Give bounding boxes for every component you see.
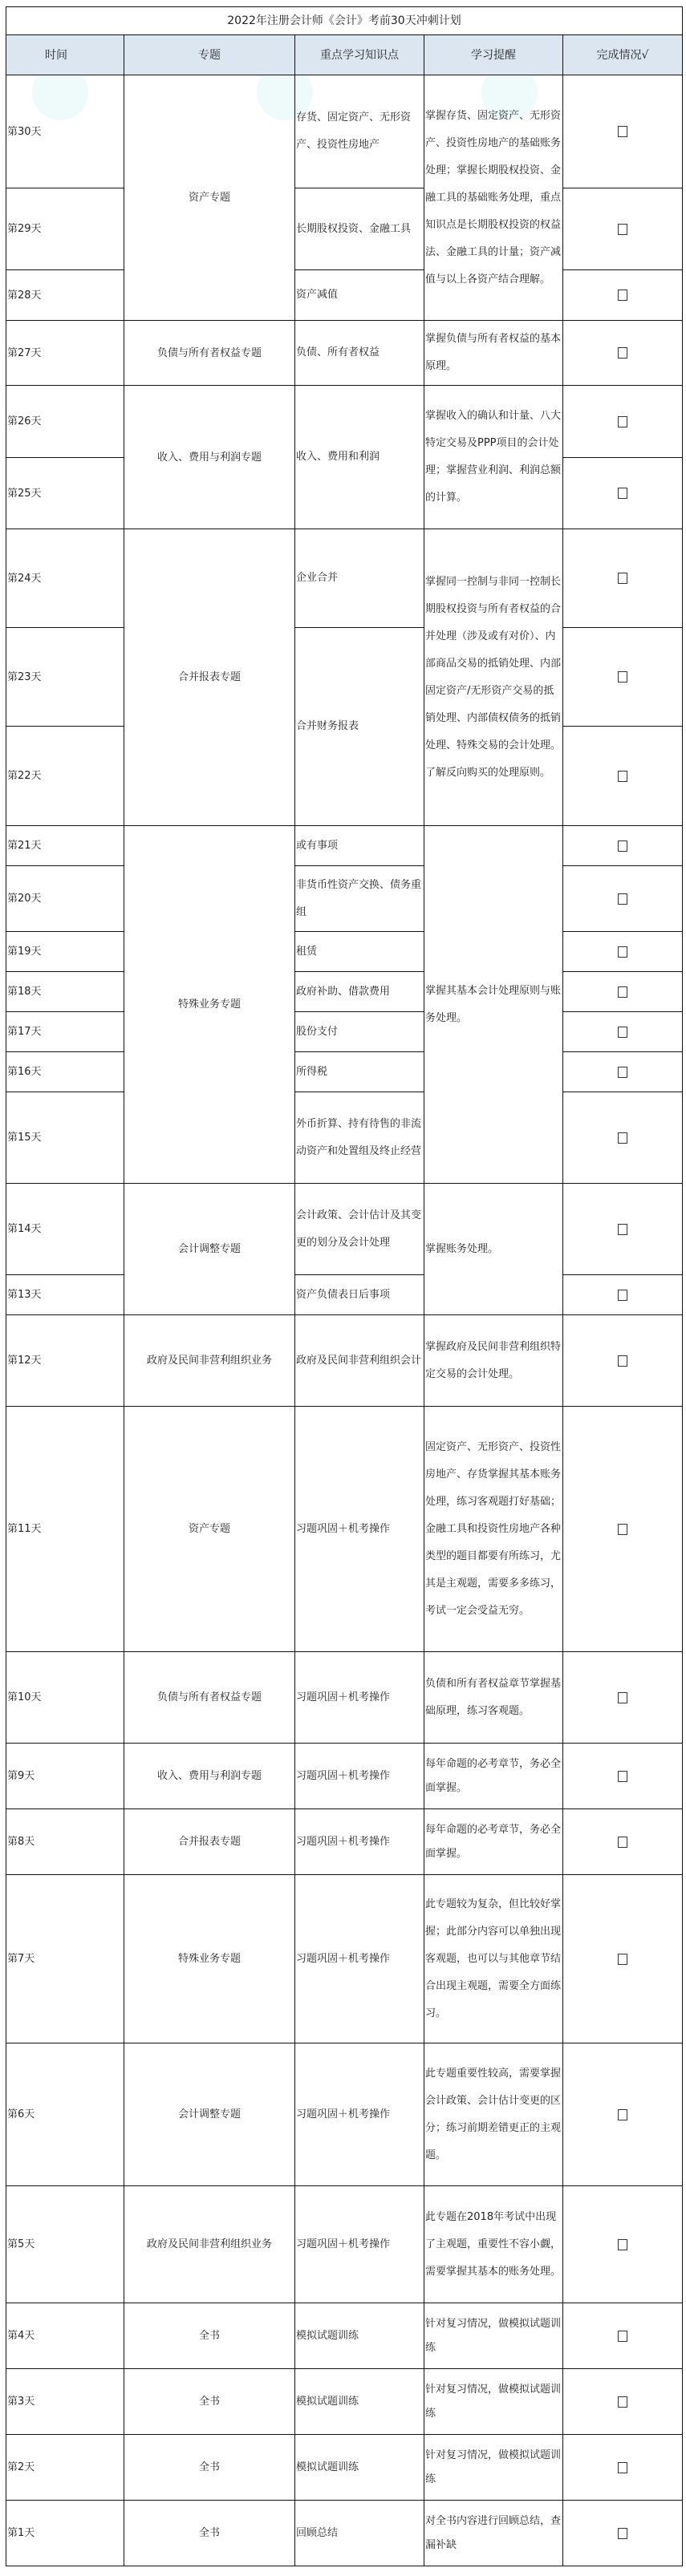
done-cell[interactable] <box>563 932 683 972</box>
header-done: 完成情况√ <box>563 35 683 75</box>
table-row <box>6 1315 683 1407</box>
table-row <box>6 1652 683 1744</box>
checkbox[interactable] <box>618 573 627 584</box>
checkbox[interactable] <box>618 1224 627 1235</box>
topic-cell: 负债与所有者权益专题 <box>124 1652 295 1744</box>
day-cell: 第19天 <box>6 932 124 972</box>
done-cell[interactable] <box>563 2043 683 2186</box>
topic-cell: 资产专题 <box>124 1407 295 1652</box>
done-cell[interactable] <box>563 727 683 826</box>
day-cell: 第1天 <box>6 2501 124 2566</box>
header-time: 时间 <box>6 35 124 75</box>
day-cell: 第11天 <box>6 1407 124 1652</box>
tip-cell: 负债和所有者权益章节掌握基础原理，练习客观题。 <box>424 1652 563 1744</box>
point-cell: 习题巩固＋机考操作 <box>295 2186 424 2303</box>
table-row <box>6 1809 683 1875</box>
done-cell[interactable] <box>563 826 683 866</box>
day-cell: 第7天 <box>6 1875 124 2043</box>
point-cell: 资产减值 <box>295 270 424 321</box>
table-row <box>6 972 683 1012</box>
table-row <box>6 866 683 932</box>
done-cell[interactable] <box>563 1407 683 1652</box>
checkbox[interactable] <box>618 488 627 499</box>
done-cell[interactable] <box>563 1012 683 1052</box>
table-row <box>6 628 683 727</box>
table-row <box>6 1012 683 1052</box>
point-cell: 资产负债表日后事项 <box>295 1275 424 1315</box>
table-row <box>6 1875 683 2043</box>
checkbox[interactable] <box>618 2239 627 2250</box>
table-row <box>6 932 683 972</box>
checkbox[interactable] <box>618 1524 627 1535</box>
table-row <box>6 2043 683 2186</box>
checkbox[interactable] <box>618 946 627 958</box>
day-cell: 第16天 <box>6 1052 124 1092</box>
checkbox[interactable] <box>618 1954 627 1965</box>
topic-cell: 收入、费用与利润专题 <box>124 386 295 529</box>
point-cell: 非货币性资产交换、债务重组 <box>295 866 424 932</box>
checkbox[interactable] <box>618 771 627 782</box>
checkbox[interactable] <box>618 986 627 998</box>
point-cell: 负债、所有者权益 <box>295 321 424 386</box>
tip-cell: 此专题在2018年考试中出现了主观题，重要性不容小觑，需要掌握其基本的账务处理。 <box>424 2186 563 2303</box>
table-row <box>6 2435 683 2501</box>
day-cell: 第30天 <box>6 75 124 188</box>
point-cell: 租赁 <box>295 932 424 972</box>
done-cell[interactable] <box>563 1092 683 1184</box>
point-cell: 政府及民间非营利组织会计 <box>295 1315 424 1407</box>
topic-cell: 特殊业务专题 <box>124 826 295 1184</box>
done-cell[interactable] <box>563 1744 683 1809</box>
done-cell[interactable] <box>563 628 683 727</box>
point-cell: 模拟试题训练 <box>295 2303 424 2369</box>
point-cell: 回顾总结 <box>295 2501 424 2566</box>
done-cell[interactable] <box>563 2435 683 2501</box>
header-points: 重点学习知识点 <box>295 35 424 75</box>
checkbox[interactable] <box>618 2396 627 2408</box>
done-cell[interactable] <box>563 972 683 1012</box>
tip-cell: 掌握负债与所有者权益的基本原理。 <box>424 321 563 386</box>
tip-cell: 针对复习情况，做模拟试题训练 <box>424 2435 563 2501</box>
header-topic: 专题 <box>124 35 295 75</box>
done-cell[interactable] <box>563 1315 683 1407</box>
table-row <box>6 1407 683 1652</box>
tip-cell: 掌握其基本会计处理原则与账务处理。 <box>424 826 563 1184</box>
point-cell: 习题巩固＋机考操作 <box>295 1744 424 1809</box>
done-cell[interactable] <box>563 1875 683 2043</box>
table-row <box>6 2303 683 2369</box>
day-cell: 第10天 <box>6 1652 124 1744</box>
day-cell: 第29天 <box>6 188 124 270</box>
done-cell[interactable] <box>563 188 683 270</box>
table-title: 2022年注册会计师《会计》考前30天冲刺计划 <box>6 7 683 35</box>
day-cell: 第6天 <box>6 2043 124 2186</box>
checkbox[interactable] <box>618 1067 627 1078</box>
day-cell: 第8天 <box>6 1809 124 1875</box>
day-cell: 第23天 <box>6 628 124 727</box>
point-cell: 模拟试题训练 <box>295 2369 424 2435</box>
topic-cell: 政府及民间非营利组织业务 <box>124 1315 295 1407</box>
topic-cell: 全书 <box>124 2435 295 2501</box>
day-cell: 第5天 <box>6 2186 124 2303</box>
checkbox[interactable] <box>618 2462 627 2473</box>
point-cell: 习题巩固＋机考操作 <box>295 1809 424 1875</box>
topic-cell: 合并报表专题 <box>124 1809 295 1875</box>
table-row <box>6 1275 683 1315</box>
checkbox[interactable] <box>618 347 627 358</box>
topic-cell: 全书 <box>124 2303 295 2369</box>
checkbox[interactable] <box>618 1290 627 1301</box>
done-cell[interactable] <box>563 2369 683 2435</box>
checkbox[interactable] <box>618 1692 627 1703</box>
tip-cell: 掌握存货、固定资产、无形资产、投资性房地产的基础账务处理；掌握长期股权投资、金融工具的基础账务处理，重点知识点是长期股权投资的权益法、金融工具的计量；资产减值与以上各资产结合理解。 <box>424 75 563 321</box>
checkbox[interactable] <box>618 1027 627 1038</box>
checkbox[interactable] <box>618 1355 627 1367</box>
table-row <box>6 1744 683 1809</box>
tip-cell: 掌握同一控制与非同一控制长期股权投资与所有者权益的合并处理（涉及或有对价）、内部商品交易的抵销处理、内部固定资产/无形资产交易的抵销处理、内部债权债务的抵销处理、特殊交易的会计处理。了解反向购买的处理原则。 <box>424 529 563 826</box>
checkbox[interactable] <box>618 126 627 137</box>
table-row <box>6 270 683 321</box>
point-cell: 习题巩固＋机考操作 <box>295 2043 424 2186</box>
checkbox[interactable] <box>618 224 627 235</box>
done-cell[interactable] <box>563 75 683 188</box>
topic-cell: 资产专题 <box>124 75 295 321</box>
topic-cell: 全书 <box>124 2369 295 2435</box>
checkbox[interactable] <box>618 290 627 301</box>
day-cell: 第3天 <box>6 2369 124 2435</box>
study-plan-table <box>6 6 683 2566</box>
point-cell: 习题巩固＋机考操作 <box>295 1652 424 1744</box>
checkbox[interactable] <box>618 2109 627 2120</box>
table-row <box>6 1092 683 1184</box>
day-cell: 第14天 <box>6 1184 124 1275</box>
point-cell: 习题巩固＋机考操作 <box>295 1407 424 1652</box>
tip-cell: 掌握收入的确认和计量、八大特定交易及PPP项目的会计处理；掌握营业利润、利润总额的计算。 <box>424 386 563 529</box>
tip-cell: 掌握账务处理。 <box>424 1184 563 1315</box>
day-cell: 第27天 <box>6 321 124 386</box>
checkbox[interactable] <box>618 840 627 852</box>
topic-cell: 合并报表专题 <box>124 529 295 826</box>
tip-cell: 每年命题的必考章节，务必全面掌握。 <box>424 1809 563 1875</box>
header-row <box>6 35 683 75</box>
done-cell[interactable] <box>563 321 683 386</box>
checkbox[interactable] <box>618 416 627 427</box>
point-cell: 合并财务报表 <box>295 628 424 826</box>
done-cell[interactable] <box>563 2501 683 2566</box>
table-row <box>6 386 683 458</box>
table-row <box>6 529 683 628</box>
table-row <box>6 826 683 866</box>
day-cell: 第28天 <box>6 270 124 321</box>
done-cell[interactable] <box>563 386 683 458</box>
done-cell[interactable] <box>563 458 683 529</box>
day-cell: 第15天 <box>6 1092 124 1184</box>
done-cell[interactable] <box>563 866 683 932</box>
day-cell: 第21天 <box>6 826 124 866</box>
topic-cell: 政府及民间非营利组织业务 <box>124 2186 295 2303</box>
table-row <box>6 75 683 188</box>
point-cell: 存货、固定资产、无形资产、投资性房地产 <box>295 75 424 188</box>
topic-cell: 会计调整专题 <box>124 1184 295 1315</box>
day-cell: 第18天 <box>6 972 124 1012</box>
topic-cell: 特殊业务专题 <box>124 1875 295 2043</box>
table-row <box>6 1052 683 1092</box>
day-cell: 第12天 <box>6 1315 124 1407</box>
point-cell: 外币折算、持有待售的非流动资产和处置组及终止经营 <box>295 1092 424 1184</box>
done-cell[interactable] <box>563 2303 683 2369</box>
topic-cell: 收入、费用与利润专题 <box>124 1744 295 1809</box>
point-cell: 股份支付 <box>295 1012 424 1052</box>
table-row <box>6 188 683 270</box>
done-cell[interactable] <box>563 1809 683 1875</box>
header-tips: 学习提醒 <box>424 35 563 75</box>
point-cell: 政府补助、借款费用 <box>295 972 424 1012</box>
point-cell: 长期股权投资、金融工具 <box>295 188 424 270</box>
day-cell: 第2天 <box>6 2435 124 2501</box>
point-cell: 所得税 <box>295 1052 424 1092</box>
checkbox[interactable] <box>618 1771 627 1782</box>
point-cell: 企业合并 <box>295 529 424 628</box>
day-cell: 第26天 <box>6 386 124 458</box>
point-cell: 或有事项 <box>295 826 424 866</box>
tip-cell: 此专题较为复杂，但比较好掌握；此部分内容可以单独出现客观题，也可以与其他章节结合出现主观题，需要全方面练习。 <box>424 1875 563 2043</box>
day-cell: 第4天 <box>6 2303 124 2369</box>
day-cell: 第20天 <box>6 866 124 932</box>
point-cell: 习题巩固＋机考操作 <box>295 1875 424 2043</box>
table-row <box>6 321 683 386</box>
checkbox[interactable] <box>618 671 627 682</box>
checkbox[interactable] <box>618 893 627 905</box>
day-cell: 第9天 <box>6 1744 124 1809</box>
day-cell: 第22天 <box>6 727 124 826</box>
point-cell: 会计政策、会计估计及其变更的划分及会计处理 <box>295 1184 424 1275</box>
checkbox[interactable] <box>618 1837 627 1848</box>
done-cell[interactable] <box>563 270 683 321</box>
tip-cell: 掌握政府及民间非营利组织特定交易的会计处理。 <box>424 1315 563 1407</box>
tip-cell: 针对复习情况，做模拟试题训练 <box>424 2303 563 2369</box>
topic-cell: 负债与所有者权益专题 <box>124 321 295 386</box>
done-cell[interactable] <box>563 1275 683 1315</box>
day-cell: 第24天 <box>6 529 124 628</box>
done-cell[interactable] <box>563 1052 683 1092</box>
checkbox[interactable] <box>618 2528 627 2539</box>
table-row <box>6 1184 683 1275</box>
point-cell: 收入、费用和利润 <box>295 386 424 529</box>
day-cell: 第13天 <box>6 1275 124 1315</box>
checkbox[interactable] <box>618 2331 627 2342</box>
done-cell[interactable] <box>563 1652 683 1744</box>
tip-cell: 每年命题的必考章节，务必全面掌握。 <box>424 1744 563 1809</box>
table-row <box>6 2501 683 2566</box>
tip-cell: 对全书内容进行回顾总结，查漏补缺 <box>424 2501 563 2566</box>
checkbox[interactable] <box>618 1132 627 1144</box>
table-row <box>6 2186 683 2303</box>
tip-cell: 固定资产、无形资产、投资性房地产、存货掌握其基本账务处理，练习客观题打好基础；金融工具和投资性房地产各种类型的题目都要有所练习，尤其是主观题，需要多多练习，考试一定会受益无穷。 <box>424 1407 563 1652</box>
done-cell[interactable] <box>563 2186 683 2303</box>
tip-cell: 此专题重要性较高，需要掌握会计政策、会计估计变更的区分；练习前期差错更正的主观题。 <box>424 2043 563 2186</box>
topic-cell: 会计调整专题 <box>124 2043 295 2186</box>
done-cell[interactable] <box>563 1184 683 1275</box>
done-cell[interactable] <box>563 529 683 628</box>
day-cell: 第17天 <box>6 1012 124 1052</box>
point-cell: 模拟试题训练 <box>295 2435 424 2501</box>
topic-cell: 全书 <box>124 2501 295 2566</box>
table-row <box>6 2369 683 2435</box>
day-cell: 第25天 <box>6 458 124 529</box>
tip-cell: 针对复习情况，做模拟试题训练 <box>424 2369 563 2435</box>
